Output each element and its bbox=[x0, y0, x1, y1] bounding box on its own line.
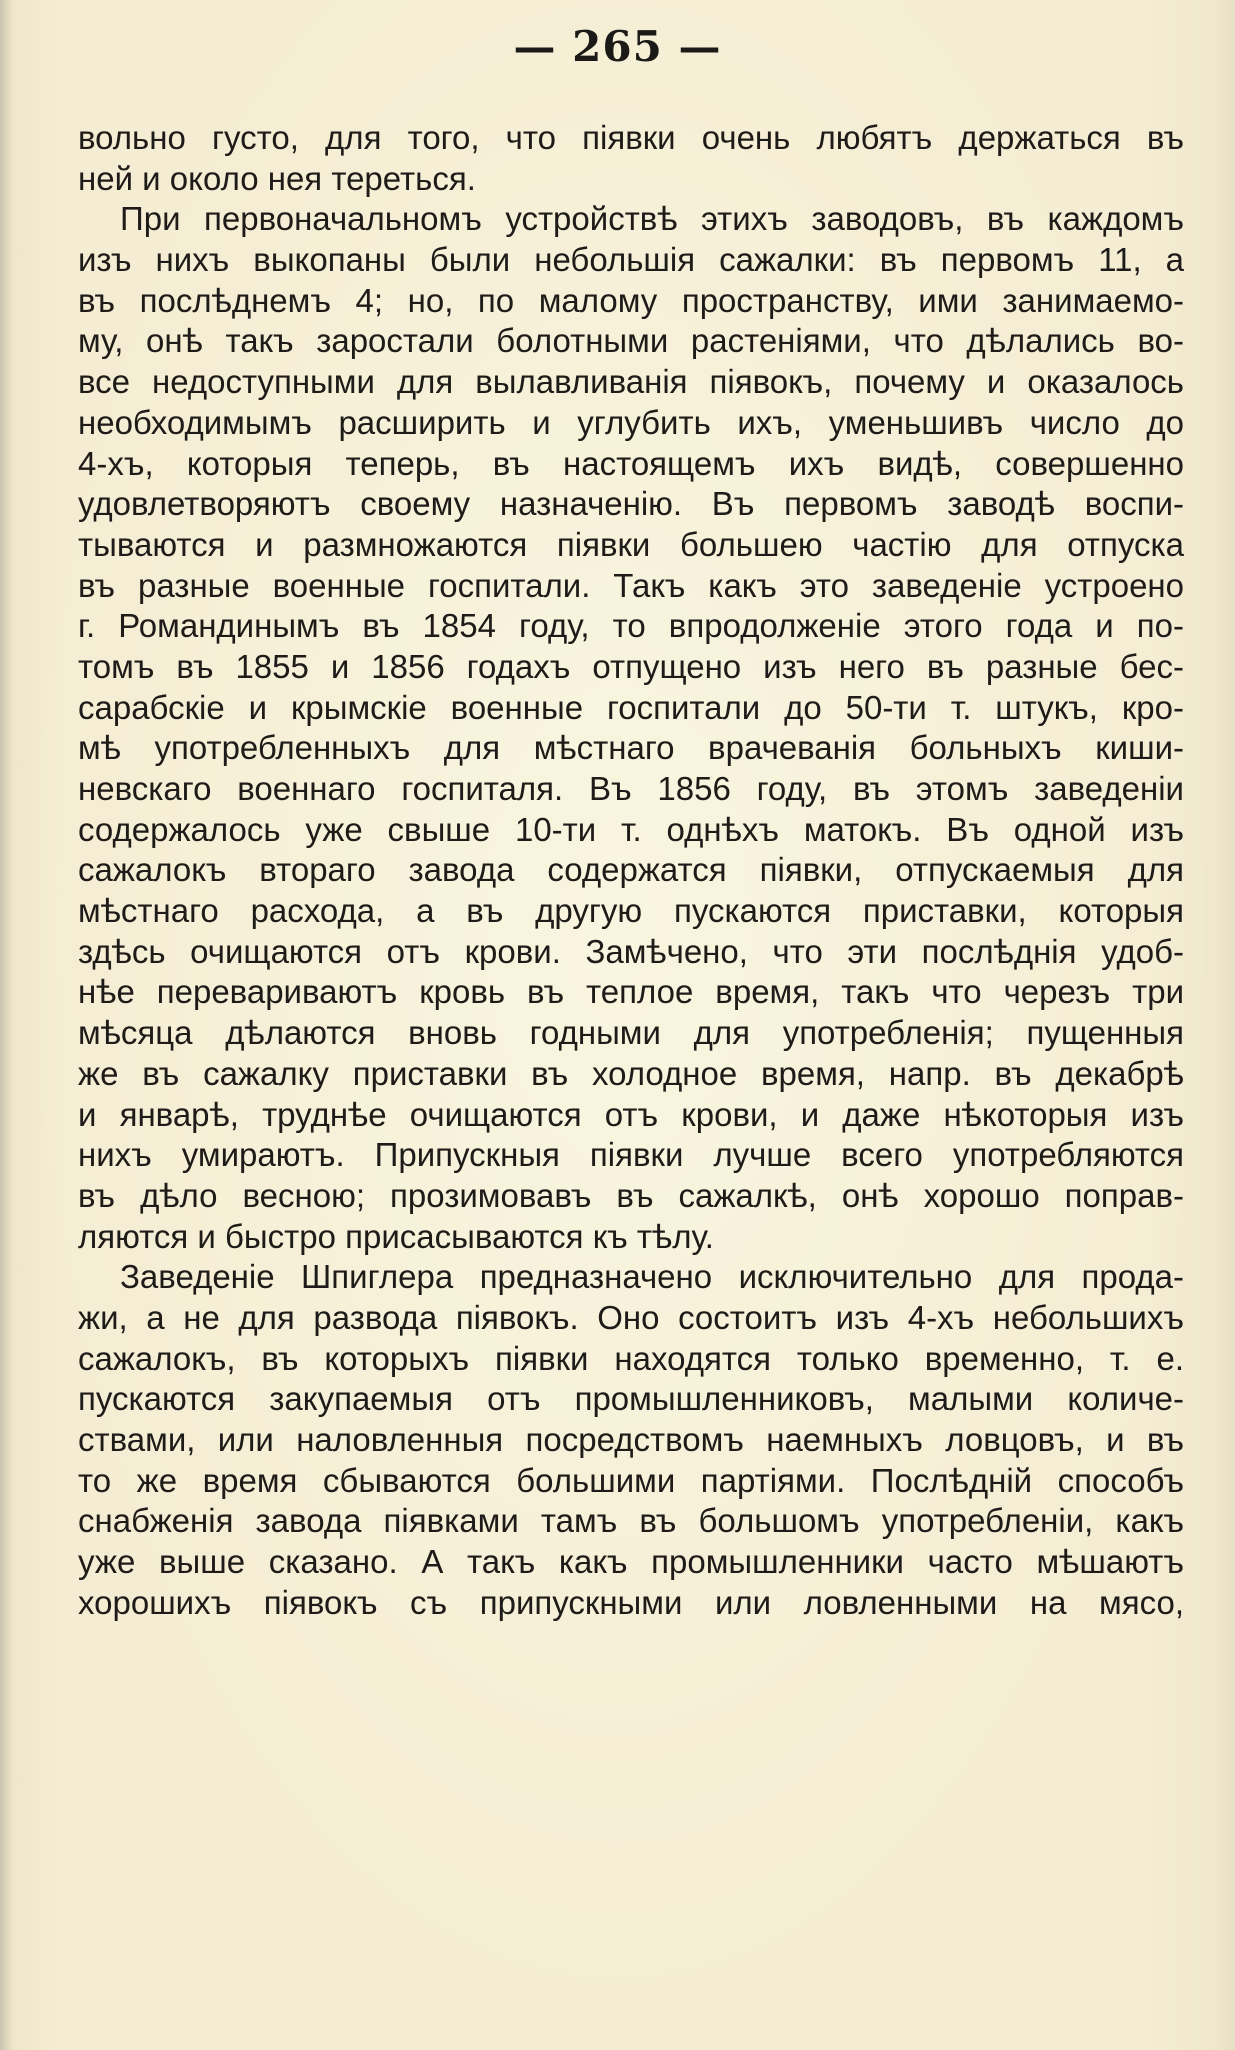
text-line: то же время сбываются большими партіями. Послѣдній способъ bbox=[78, 1461, 1184, 1499]
text-line: пускаются закупаемыя отъ промышленниковъ, малыми количе- bbox=[78, 1380, 1184, 1418]
text-line: ней и около нея тереться. bbox=[78, 159, 476, 197]
text-line: тываются и размножаются піявки большею частію для отпуска bbox=[78, 525, 1184, 563]
text-line: 4-хъ, которыя теперь, въ настоящемъ ихъ видѣ, совершенно bbox=[78, 444, 1184, 482]
text-line: сажалокъ втораго завода содержатся піявки, отпускаемыя для bbox=[78, 851, 1184, 889]
text-line: удовлетворяютъ своему назначенію. Въ первомъ заводѣ воспи- bbox=[78, 485, 1184, 523]
text-line: содержалось уже свыше 10-ти т. однѣхъ матокъ. Въ одной изъ bbox=[78, 810, 1184, 848]
paragraph bbox=[78, 199, 1184, 1257]
text-line: Заведеніе Шпиглера предназначено исключительно для прода- bbox=[120, 1258, 1184, 1296]
page-number: — 265 — bbox=[513, 22, 722, 71]
paragraph bbox=[78, 118, 1184, 199]
text-line: же въ сажалку приставки въ холодное время, напр. въ декабрѣ bbox=[78, 1054, 1184, 1092]
text-line: изъ нихъ выкопаны были небольшія сажалки: въ первомъ 11, а bbox=[78, 241, 1184, 279]
text-line: снабженія завода піявками тамъ въ большомъ употребленіи, какъ bbox=[78, 1502, 1184, 1540]
paragraph bbox=[78, 1257, 1184, 1623]
text-line: нихъ умираютъ. Припускныя піявки лучше всего употребляются bbox=[78, 1136, 1184, 1174]
text-line: здѣсь очищаются отъ крови. Замѣчено, что эти послѣднія удоб- bbox=[78, 932, 1184, 970]
text-line: мѣстнаго расхода, а въ другую пускаются приставки, которыя bbox=[78, 892, 1184, 930]
text-line: уже выше сказано. А такъ какъ промышленники часто мѣшаютъ bbox=[78, 1543, 1184, 1581]
text-line: жи, а не для развода піявокъ. Оно состоитъ изъ 4-хъ небольшихъ bbox=[78, 1298, 1184, 1336]
text-line: необходимымъ расширить и углубить ихъ, уменьшивъ число до bbox=[78, 403, 1184, 441]
text-line: нѣе перевариваютъ кровь въ теплое время, такъ что черезъ три bbox=[78, 973, 1184, 1011]
text-line: невскаго военнаго госпиталя. Въ 1856 году, въ этомъ заведеніи bbox=[78, 770, 1184, 807]
text-line: мѣ употребленныхъ для мѣстнаго врачеванія больныхъ киши- bbox=[78, 729, 1184, 767]
text-line: ляются и быстро присасываются къ тѣлу. bbox=[78, 1217, 714, 1255]
text-line: хорошихъ піявокъ съ припускными или ловленными на мясо, bbox=[78, 1583, 1184, 1621]
text-line: въ разные военные госпитали. Такъ какъ это заведеніе устроено bbox=[78, 566, 1184, 604]
text-line: и январѣ, труднѣе очищаются отъ крови, и даже нѣкоторыя изъ bbox=[78, 1095, 1184, 1133]
text-line: При первоначальномъ устройствѣ этихъ заводовъ, въ каждомъ bbox=[120, 200, 1184, 238]
body-text bbox=[78, 118, 1184, 1623]
text-line: томъ въ 1855 и 1856 годахъ отпущено изъ него въ разные бес- bbox=[78, 647, 1184, 685]
text-line: въ послѣднемъ 4; но, по малому пространству, ими занимаемо- bbox=[78, 281, 1184, 319]
text-line: ствами, или наловленныя посредствомъ наемныхъ ловцовъ, и въ bbox=[78, 1421, 1184, 1458]
text-line: сарабскіе и крымскіе военные госпитали до 50-ти т. штукъ, кро- bbox=[78, 688, 1184, 726]
text-line: все недоступными для вылавливанія піявокъ, почему и оказалось bbox=[78, 363, 1184, 401]
text-line: му, онѣ такъ заростали болотными растеніями, что дѣлались во- bbox=[78, 322, 1184, 360]
text-line: сажалокъ, въ которыхъ піявки находятся только временно, т. е. bbox=[78, 1339, 1184, 1377]
text-line: въ дѣло весною; прозимовавъ въ сажалкѣ, онѣ хорошо поправ- bbox=[78, 1176, 1184, 1214]
text-line: мѣсяца дѣлаются вновь годными для употребленія; пущенныя bbox=[78, 1014, 1184, 1052]
text-line: г. Романдинымъ въ 1854 году, то впродолженіе этого года и по- bbox=[78, 607, 1184, 645]
text-line: вольно густо, для того, что піявки очень любятъ держаться въ bbox=[78, 119, 1184, 156]
